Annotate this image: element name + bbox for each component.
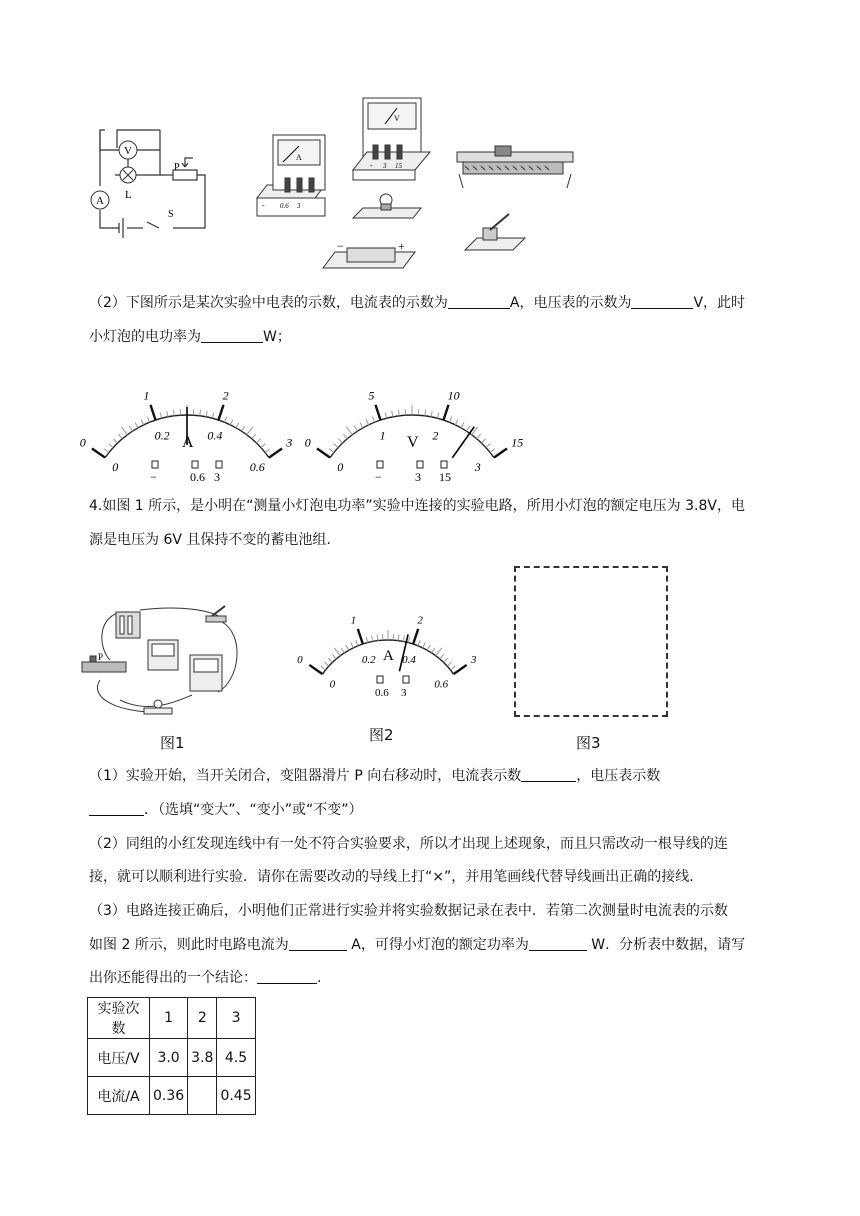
sub3-text: W．分析表中数据，请写 — [586, 937, 746, 953]
dial-tick — [121, 427, 127, 435]
sub3-text: A，可得小灯泡的额定功率为 — [346, 937, 529, 953]
dial-top-label: 0 — [79, 435, 86, 450]
table-row — [88, 998, 256, 1039]
figure-2-ammeter-dial — [297, 592, 477, 717]
terminal-label: 3 — [415, 470, 421, 484]
voltmeter-device-terminal: 3 — [383, 162, 387, 170]
dial-tick — [403, 636, 404, 642]
q2-text: W； — [263, 329, 291, 345]
sub1-text: ．（选填“变大”、“变小”或“不变”） — [144, 802, 363, 818]
sub3-text: . — [317, 970, 322, 986]
figure-2-caption: 图2 — [369, 726, 394, 744]
dial-tick — [206, 411, 207, 417]
dial-tick — [447, 662, 451, 666]
dial-tick — [481, 439, 485, 443]
dial-bottom-label: 2 — [432, 428, 439, 443]
dial-tick — [423, 642, 426, 647]
rheostat — [82, 656, 126, 672]
dial-top-label: 0 — [297, 654, 303, 667]
dial-tick — [160, 412, 162, 418]
dial-tick — [167, 411, 168, 417]
dial-tick — [309, 665, 322, 674]
terminal-post — [403, 676, 409, 683]
sub3-line-2 — [89, 935, 779, 955]
rheostat-device — [457, 146, 573, 188]
dial-tick — [151, 405, 156, 420]
dial-bottom-label: 0.6 — [249, 459, 265, 474]
terminal-post — [152, 461, 158, 468]
answer-blank-current[interactable] — [448, 294, 510, 309]
dial-tick — [477, 434, 481, 439]
dial-tick — [354, 426, 357, 431]
slider-label: P — [98, 652, 104, 662]
slider-label: P — [174, 162, 180, 173]
table-cell: 3.8 — [188, 1039, 217, 1077]
dial-tick — [454, 665, 467, 674]
dial-tick — [321, 666, 326, 670]
sub1-line-2 — [89, 800, 779, 820]
dial-tick — [413, 629, 418, 644]
terminal-label: 15 — [439, 470, 451, 484]
dial-tick — [398, 410, 399, 416]
dial-tick — [109, 444, 113, 448]
sub3-line-1: （3）电路连接正确后，小明他们正常进行实验并将实验数据记录在表中．若第二次测量时电流表的示数 — [89, 903, 728, 919]
voltmeter-device-terminal: - — [370, 161, 373, 170]
dial-symbol: V — [407, 434, 419, 451]
dial-tick — [490, 449, 495, 453]
dial-top-label: 15 — [511, 435, 524, 450]
lamp-holder-device — [353, 194, 421, 218]
figure-1-caption: 图1 — [160, 734, 185, 752]
dial-tick — [443, 405, 448, 420]
dial-tick — [113, 439, 117, 443]
sub3-text: 如图 2 所示，则此时电路电流为 — [89, 937, 289, 953]
dial-tick — [455, 419, 458, 424]
table-cell: 2 — [188, 998, 217, 1039]
dial-tick — [376, 405, 381, 420]
figure-3-caption: 图3 — [576, 734, 601, 752]
ammeter-device-symbol: A — [296, 153, 302, 162]
dial-tick — [338, 439, 342, 443]
answer-blank-current-reading[interactable] — [289, 936, 347, 951]
dial-tick — [141, 419, 144, 424]
terminal-label: 3 — [214, 470, 220, 484]
terminal-post — [417, 461, 423, 468]
dial-tick — [377, 635, 378, 641]
answer-blank-power[interactable] — [201, 328, 263, 343]
table-row — [88, 1077, 256, 1115]
dial-tick — [461, 423, 464, 428]
voltmeter-device — [353, 98, 430, 180]
dial-tick — [212, 412, 214, 418]
q2-line-1 — [89, 293, 779, 313]
ammeter-device — [257, 135, 325, 216]
q4-line-2: 源是电压为 6V 且保持不变的蓄电池组. — [89, 532, 331, 548]
dial-tick — [449, 417, 451, 423]
dial-tick — [261, 444, 265, 448]
dial-tick — [129, 426, 132, 431]
terminal-label: − — [375, 470, 382, 484]
ammeter-device-terminal: 0.6 — [280, 202, 289, 210]
sub1-text: ，电压表示数 — [576, 768, 661, 784]
dial-tick — [437, 412, 439, 418]
dial-bottom-label: 0.4 — [207, 428, 223, 443]
sub1-line-1 — [89, 766, 779, 786]
dial-tick — [431, 411, 432, 417]
sub2-line-1: （2）同组的小红发现连线中有一处不符合实验要求，所以才出现上述现象，而且只需改动一根导线的连 — [89, 836, 728, 852]
dial-tick — [372, 636, 373, 642]
dial-bottom-label: 0 — [329, 678, 336, 691]
terminal-post — [441, 461, 447, 468]
table-cell: 4.5 — [217, 1039, 255, 1077]
dial-symbol: A — [182, 434, 194, 451]
dial-tick — [351, 642, 354, 647]
dial-tick — [329, 449, 334, 453]
terminal-post — [377, 461, 383, 468]
dial-tick — [356, 640, 358, 646]
dial-tick — [252, 434, 256, 439]
dial-tick — [230, 419, 233, 424]
table-cell: 0.36 — [150, 1077, 188, 1115]
dial-tick — [346, 645, 349, 650]
dial-tick — [328, 658, 332, 662]
dial-tick — [425, 410, 426, 416]
q2-line-2 — [89, 327, 779, 347]
sub3-text: 出你还能得出的一个结论： — [89, 970, 257, 986]
dial-top-label: 2 — [222, 388, 229, 403]
table-cell: 电压/V — [88, 1039, 150, 1077]
dial-tick — [218, 405, 223, 420]
answer-blank-rated-power[interactable] — [529, 936, 587, 951]
circuit-diagram — [100, 130, 205, 238]
terminal-post — [192, 461, 198, 468]
dial-tick — [256, 439, 260, 443]
dial-bottom-label: 0 — [337, 459, 344, 474]
voltmeter-device-terminal: 15 — [395, 162, 402, 170]
dial-tick — [224, 417, 226, 423]
terminal-label: 0.6 — [190, 470, 205, 484]
dial-tick — [265, 449, 270, 453]
dial-tick — [444, 658, 448, 662]
circuit-and-equipment-figure — [85, 90, 595, 275]
data-table — [87, 997, 256, 1115]
dial-symbol: A — [383, 648, 394, 664]
dial-tick — [147, 417, 149, 423]
table-row — [88, 1039, 256, 1077]
answer-blank-ammeter-change[interactable] — [521, 767, 576, 782]
ammeter-dial — [79, 355, 295, 485]
lamp-label: L — [125, 189, 132, 201]
dial-tick — [92, 448, 105, 457]
dial-tick — [173, 410, 174, 416]
dial-tick — [408, 637, 410, 643]
ammeter-label: A — [96, 195, 104, 207]
dial-tick — [418, 640, 420, 646]
dial-tick — [324, 662, 328, 666]
ammeter-device-terminal: - — [262, 201, 265, 210]
dial-tick — [440, 654, 444, 659]
sub2-line-2: 接，就可以顺利进行实验．请你在需要改动的导线上打“×”，并用笔画线代替导线画出正确的接线. — [89, 869, 694, 885]
dial-bottom-label: 1 — [379, 428, 386, 443]
dial-bottom-label: 0.2 — [154, 428, 170, 443]
dial-needle — [452, 427, 474, 458]
q4-line-1: 4.如图 1 所示，是小明在“测量小灯泡电功率”实验中连接的实验电路，所用小灯泡的额定电压为 3.8V，电 — [89, 498, 745, 514]
dial-tick — [241, 426, 244, 431]
answer-blank-conclusion[interactable] — [257, 969, 317, 984]
dial-tick — [269, 448, 282, 457]
ammeter-device-terminal: 3 — [297, 202, 301, 210]
dial-top-label: 10 — [447, 388, 460, 403]
dial-tick — [135, 423, 138, 428]
answer-blank-voltage[interactable] — [631, 294, 693, 309]
dial-tick — [466, 426, 469, 431]
dial-bottom-label: 3 — [474, 459, 481, 474]
table-cell: 3.0 — [150, 1039, 188, 1077]
dial-tick — [372, 417, 374, 423]
terminal-label: − — [150, 470, 157, 484]
dial-tick — [341, 648, 344, 653]
dial-bottom-label: 0.4 — [402, 654, 416, 667]
table-cell: 1 — [150, 998, 188, 1039]
dial-top-label: 3 — [470, 654, 477, 667]
dial-tick — [118, 434, 122, 439]
dial-tick — [385, 412, 387, 418]
dial-top-label: 0 — [304, 435, 311, 450]
sub1-text: （1）实验开始，当开关闭合，变阻器滑片 P 向右移动时，电流表示数 — [89, 768, 522, 784]
switch-label: S — [168, 209, 174, 220]
dial-top-label: 5 — [368, 388, 375, 403]
dial-tick — [450, 666, 455, 670]
dial-tick — [366, 637, 368, 643]
terminal-post — [377, 676, 383, 683]
dial-top-label: 3 — [286, 435, 293, 450]
voltmeter-dial — [304, 355, 524, 485]
knife-switch-device — [465, 214, 525, 250]
dial-bottom-label: 0.6 — [434, 678, 449, 691]
voltmeter-label: V — [124, 145, 132, 157]
dial-tick — [358, 629, 363, 644]
voltmeter-device-symbol: V — [394, 114, 400, 123]
q2-text: 小灯泡的电功率为 — [89, 329, 201, 345]
dial-tick — [494, 448, 507, 457]
q2-text: A，电压表的示数为 — [509, 295, 632, 311]
battery-minus-sign: − — [337, 239, 344, 253]
dial-tick — [392, 411, 393, 417]
battery-plus-sign: + — [398, 239, 405, 253]
dial-bottom-label: 0.2 — [361, 654, 376, 667]
dial-tick — [317, 448, 330, 457]
dial-tick — [432, 648, 435, 653]
sub3-line-3 — [89, 968, 779, 988]
dial-tick — [334, 444, 338, 448]
dial-top-label: 1 — [350, 614, 357, 627]
figure-1-setup — [80, 600, 250, 725]
q2-text: V，此时 — [693, 295, 746, 311]
dial-tick — [398, 635, 399, 641]
table-cell — [188, 1077, 217, 1115]
switch — [206, 606, 226, 622]
terminal-label: 3 — [401, 687, 407, 699]
dial-top-label: 1 — [143, 388, 150, 403]
terminal-post — [216, 461, 222, 468]
lamp — [144, 700, 172, 714]
battery-pack — [116, 612, 140, 638]
q2-text: （2）下图所示是某次实验中电表的示数，电流表的示数为 — [89, 295, 448, 311]
dial-bottom-label: 0 — [112, 459, 119, 474]
dial-tick — [247, 427, 253, 435]
dial-tick — [436, 648, 442, 656]
table-cell: 0.45 — [217, 1077, 255, 1115]
table-cell: 实验次数 — [88, 998, 150, 1039]
voltmeter — [190, 655, 222, 691]
dial-tick — [346, 427, 352, 435]
dial-tick — [104, 449, 109, 453]
dial-tick — [332, 654, 336, 659]
table-cell: 电流/A — [88, 1077, 150, 1115]
dial-tick — [200, 410, 201, 416]
terminal-label: 0.6 — [375, 687, 389, 699]
table-cell: 3 — [217, 998, 255, 1039]
dial-tick — [360, 423, 363, 428]
dial-top-label: 2 — [417, 614, 423, 627]
figure-3-drawing-area[interactable] — [514, 566, 668, 717]
dial-tick — [486, 444, 490, 448]
dial-tick — [236, 423, 239, 428]
answer-blank-voltmeter-change[interactable] — [89, 801, 144, 816]
dial-tick — [334, 648, 340, 656]
dial-tick — [366, 419, 369, 424]
dial-tick — [343, 434, 347, 439]
ammeter — [148, 640, 178, 670]
dial-tick — [427, 645, 430, 650]
